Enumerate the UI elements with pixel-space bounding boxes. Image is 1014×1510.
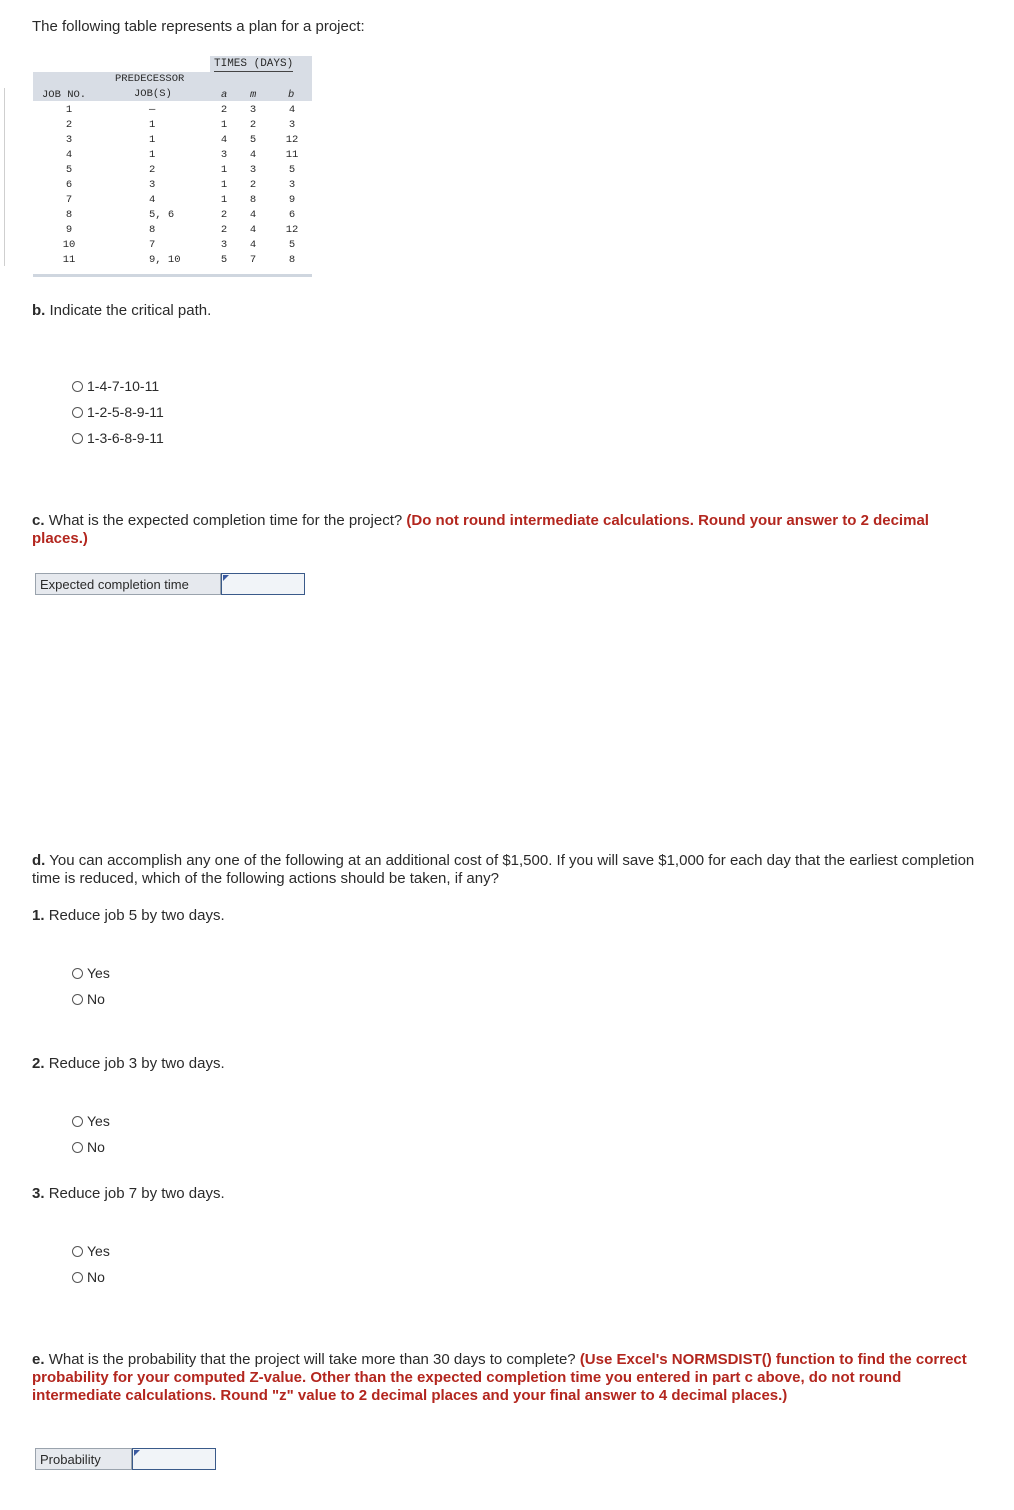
table-cell-m: 8 (249, 194, 257, 206)
table-cell-a: 1 (220, 194, 228, 206)
radio-circle-icon[interactable] (72, 1246, 83, 1257)
table-cell-pred: 1 (149, 119, 156, 131)
table-cell-a: 1 (220, 164, 228, 176)
table-row (33, 103, 312, 118)
question-d-label: d. (32, 852, 46, 869)
left-margin-rule (0, 88, 5, 266)
table-cell-job: 6 (65, 179, 73, 191)
table-cell-a: 2 (220, 209, 228, 221)
b-header: b (288, 89, 295, 101)
action-3-yes[interactable] (72, 1238, 110, 1264)
table-cell-m: 2 (249, 119, 257, 131)
table-cell-b: 9 (288, 194, 296, 206)
option-label: No (87, 1139, 105, 1155)
table-cell-b: 5 (288, 164, 296, 176)
table-cell-m: 7 (249, 254, 257, 266)
table-bottom-rule (33, 274, 312, 277)
action-2 (32, 1055, 225, 1072)
pred-header-line1: PREDECESSOR (115, 73, 185, 85)
table-cell-job: 4 (65, 149, 73, 161)
table-cell-pred: 1 (149, 134, 156, 146)
table-cell-a: 2 (220, 104, 228, 116)
question-c-label: c. (32, 512, 45, 529)
table-cell-b: 6 (288, 209, 296, 221)
table-cell-a: 4 (220, 134, 228, 146)
action-1 (32, 907, 225, 924)
table-cell-b: 11 (285, 149, 299, 161)
a-header: a (221, 89, 228, 101)
question-b-label: b. (32, 302, 46, 319)
table-row (33, 238, 312, 253)
option-critical-path-2[interactable] (72, 399, 164, 425)
times-header: TIMES (DAYS) (214, 58, 294, 70)
option-label: 1-2-5-8-9-11 (87, 404, 164, 420)
table-cell-pred: 2 (149, 164, 156, 176)
action-1-num: 1. (32, 907, 45, 924)
table-cell-pred: 9, 10 (149, 254, 181, 266)
question-b (32, 302, 211, 319)
action-1-no[interactable] (72, 986, 110, 1012)
option-label: No (87, 1269, 105, 1285)
table-cell-b: 12 (285, 224, 299, 236)
action-2-text: Reduce job 3 by two days. (48, 1055, 225, 1072)
table-cell-a: 1 (220, 179, 228, 191)
action-1-yes[interactable] (72, 960, 110, 986)
intro-text: The following table represents a plan for a project: (32, 18, 365, 35)
table-cell-b: 12 (285, 134, 299, 146)
radio-circle-icon[interactable] (72, 1116, 83, 1127)
table-cell-pred: 5, 6 (149, 209, 175, 221)
table-cell-m: 2 (249, 179, 257, 191)
probability-input[interactable] (132, 1448, 216, 1470)
action-2-yes[interactable] (72, 1108, 110, 1134)
table-cell-m: 5 (249, 134, 257, 146)
table-cell-pred: 4 (149, 194, 156, 206)
action-3-num: 3. (32, 1185, 45, 1202)
table-cell-b: 4 (288, 104, 296, 116)
question-e-text: What is the probability that the project will take more than 30 days to complete? (48, 1351, 576, 1368)
table-row (33, 223, 312, 238)
table-cell-b: 3 (288, 179, 296, 191)
table-cell-job: 7 (65, 194, 73, 206)
table-cell-job: 3 (65, 134, 73, 146)
table-cell-m: 4 (249, 224, 257, 236)
table-row (33, 133, 312, 148)
table-row (33, 118, 312, 133)
probability-row (35, 1448, 216, 1470)
option-label: No (87, 991, 105, 1007)
question-e (32, 1351, 982, 1405)
table-cell-job: 2 (65, 119, 73, 131)
table-row (33, 178, 312, 193)
table-cell-a: 3 (220, 149, 228, 161)
job-header: JOB NO. (42, 89, 87, 101)
action-1-options (72, 960, 110, 1012)
expected-completion-input[interactable] (221, 573, 305, 595)
table-cell-m: 4 (249, 149, 257, 161)
question-e-label: e. (32, 1351, 45, 1368)
action-3-no[interactable] (72, 1264, 110, 1290)
table-cell-m: 3 (249, 104, 257, 116)
action-3 (32, 1185, 225, 1202)
table-cell-job: 8 (65, 209, 73, 221)
table-cell-job: 9 (65, 224, 73, 236)
input-marker-icon (223, 575, 229, 581)
table-cell-a: 3 (220, 239, 228, 251)
table-cell-job: 5 (65, 164, 73, 176)
action-3-text: Reduce job 7 by two days. (48, 1185, 225, 1202)
table-row (33, 208, 312, 223)
expected-completion-label: Expected completion time (35, 573, 221, 595)
question-c-note: (Do not round intermediate calculations. Round your answer to 2 decimal places.) (32, 512, 929, 547)
table-row (33, 148, 312, 163)
radio-circle-icon[interactable] (72, 968, 83, 979)
table-cell-pred: 3 (149, 179, 156, 191)
table-cell-a: 1 (220, 119, 228, 131)
table-cell-job: 11 (62, 254, 76, 266)
table-cell-pred: 8 (149, 224, 156, 236)
pred-header-line2: JOB(S) (134, 88, 172, 100)
action-3-options (72, 1238, 110, 1290)
action-2-no[interactable] (72, 1134, 110, 1160)
table-row (33, 253, 312, 268)
question-e-note: (Use Excel's NORMSDIST() function to find the correct probability for your computed Z-value. Other than the expected completion time you entered in part c above, do not round intermediate calculations. Round "z" value to 2 decimal places and your final answer to 4 decimal places.) (32, 1351, 967, 1404)
question-b-text: Indicate the critical path. (49, 302, 212, 319)
option-critical-path-3[interactable] (72, 425, 164, 451)
table-cell-a: 2 (220, 224, 228, 236)
table-cell-b: 5 (288, 239, 296, 251)
option-label: Yes (87, 965, 110, 981)
question-d-text: You can accomplish any one of the following at an additional cost of $1,500. If you will save $1,000 for each day that the earliest completion time is reduced, which of the following actions should be taken, if any? (32, 852, 975, 887)
option-critical-path-1[interactable] (72, 373, 164, 399)
option-label: Yes (87, 1113, 110, 1129)
table-cell-m: 4 (249, 239, 257, 251)
question-d (32, 852, 977, 888)
table-cell-pred: — (149, 104, 156, 116)
question-c (32, 512, 982, 548)
probability-label: Probability (35, 1448, 132, 1470)
action-2-num: 2. (32, 1055, 45, 1072)
m-header: m (250, 89, 257, 101)
critical-path-options (72, 373, 164, 451)
radio-circle-icon[interactable] (72, 381, 83, 392)
table-cell-b: 8 (288, 254, 296, 266)
table-cell-job: 10 (62, 239, 76, 251)
question-c-text: What is the expected completion time for the project? (48, 512, 403, 529)
radio-circle-icon[interactable] (72, 1142, 83, 1153)
option-label: 1-4-7-10-11 (87, 378, 160, 394)
table-cell-b: 3 (288, 119, 296, 131)
project-plan-table (33, 56, 312, 280)
table-cell-pred: 1 (149, 149, 156, 161)
table-cell-job: 1 (65, 104, 73, 116)
radio-circle-icon[interactable] (72, 407, 83, 418)
option-label: Yes (87, 1243, 110, 1259)
table-cell-a: 5 (220, 254, 228, 266)
radio-circle-icon[interactable] (72, 994, 83, 1005)
radio-circle-icon[interactable] (72, 433, 83, 444)
table-row (33, 163, 312, 178)
input-marker-icon (134, 1450, 140, 1456)
table-cell-m: 4 (249, 209, 257, 221)
radio-circle-icon[interactable] (72, 1272, 83, 1283)
table-cell-m: 3 (249, 164, 257, 176)
option-label: 1-3-6-8-9-11 (87, 430, 164, 446)
action-1-text: Reduce job 5 by two days. (48, 907, 225, 924)
table-cell-pred: 7 (149, 239, 156, 251)
expected-completion-row (35, 573, 305, 595)
action-2-options (72, 1108, 110, 1160)
table-row (33, 193, 312, 208)
